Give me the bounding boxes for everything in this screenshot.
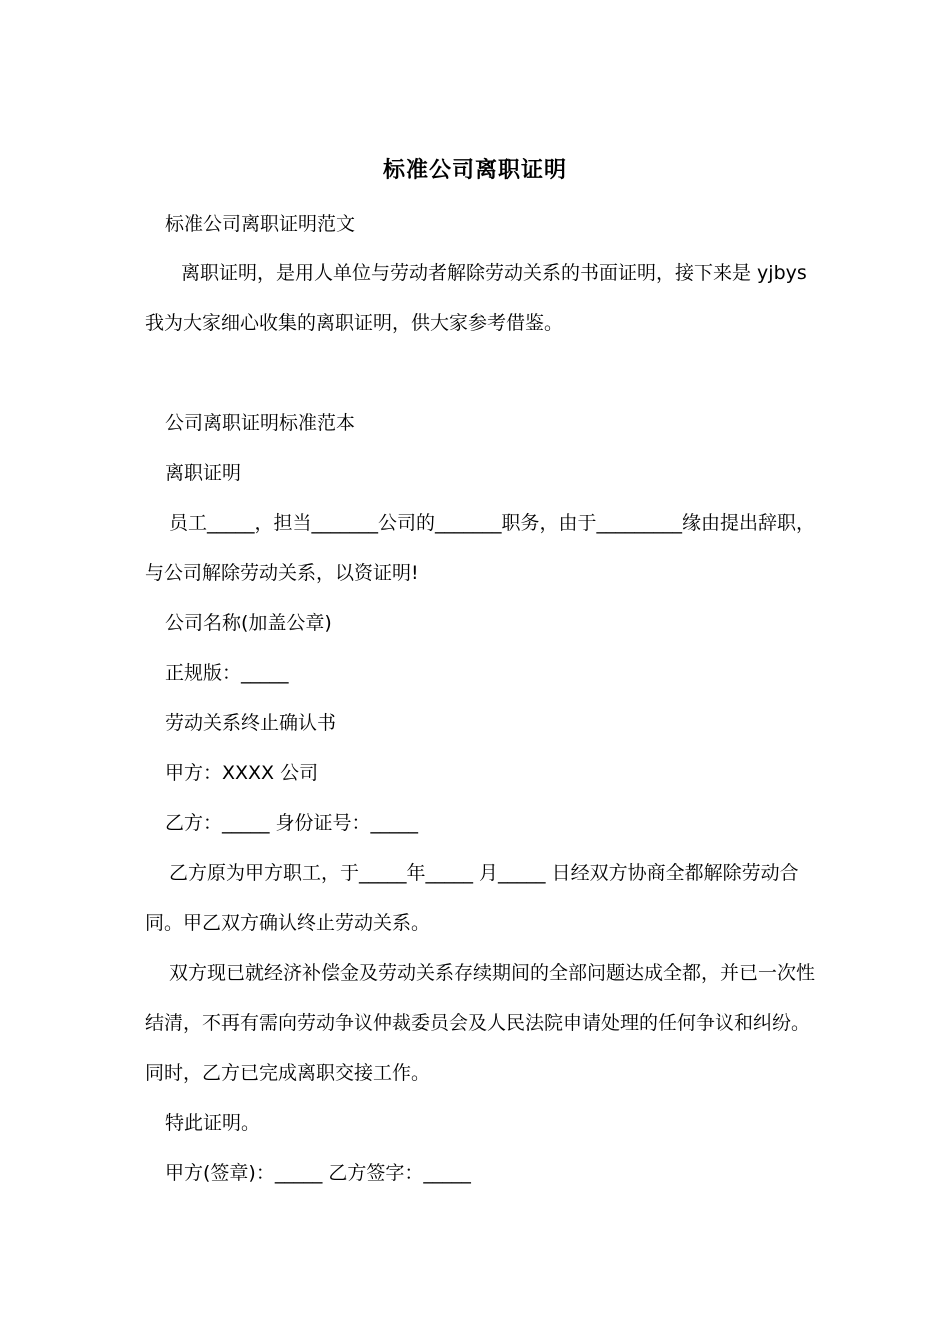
party-b-line: 乙方：_____ 身份证号：_____ bbox=[165, 812, 419, 834]
signatures-line: 甲方(签章)：_____ 乙方签字：_____ bbox=[165, 1162, 471, 1184]
section-title: 公司离职证明标准范本 bbox=[165, 412, 356, 434]
subtitle-line: 标准公司离职证明范文 bbox=[165, 213, 356, 235]
formal-version-line: 正规版：_____ bbox=[165, 662, 289, 684]
company-seal-line: 公司名称(加盖公章) bbox=[165, 612, 332, 634]
cert-heading: 离职证明 bbox=[165, 462, 242, 484]
intro-paragraph: 离职证明，是用人单位与劳动者解除劳动关系的书面证明，接下来是 yjbys 我为大家细心收集的离职证明，供大家参考借鉴。 bbox=[145, 262, 813, 334]
hereby-line: 特此证明。 bbox=[165, 1112, 261, 1134]
cert-body-paragraph: 员工_____，担当_______公司的_______职务，由于_________缘由提出辞职，与公司解除劳动关系，以资证明! bbox=[145, 512, 816, 584]
document-title: 标准公司离职证明 bbox=[382, 157, 567, 183]
settle-paragraph: 双方现已就经济补偿金及劳动关系存续期间的全部问题达成全都，并已一次性结清，不再有需向劳动争议仲裁委员会及人民法院申请处理的任何争议和纠纷。同时，乙方已完成离职交接工作。 bbox=[145, 962, 816, 1084]
party-a-line: 甲方：XXXX 公司 bbox=[165, 762, 319, 784]
confirm-heading: 劳动关系终止确认书 bbox=[165, 712, 337, 734]
terminate-paragraph: 乙方原为甲方职工，于_____年_____ 月_____ 日经双方协商全都解除劳动合同。甲乙双方确认终止劳动关系。 bbox=[145, 862, 799, 934]
